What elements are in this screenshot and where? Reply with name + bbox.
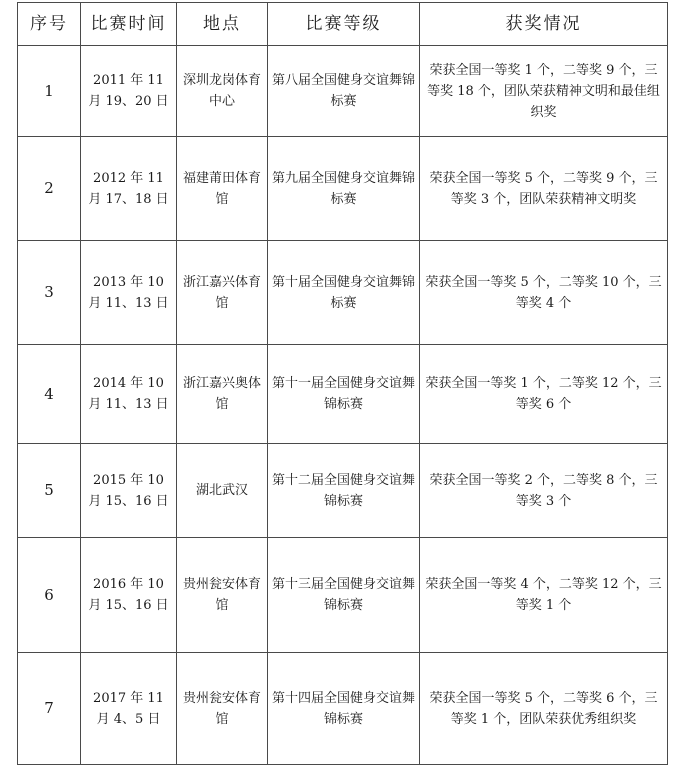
cell-seq: 3 (18, 241, 81, 345)
cell-place: 贵州瓮安体育馆 (177, 538, 268, 653)
table-row (18, 46, 668, 137)
cell-seq: 6 (18, 538, 81, 653)
cell-level: 第十四届全国健身交谊舞锦标赛 (268, 653, 420, 765)
cell-level: 第十二届全国健身交谊舞锦标赛 (268, 444, 420, 538)
table-row (18, 241, 668, 345)
cell-place: 浙江嘉兴体育馆 (177, 241, 268, 345)
cell-result: 荣获全国一等奖 1 个，二等奖 9 个，三等奖 18 个，团队荣获精神文明和最佳组织奖 (420, 46, 668, 137)
cell-result: 荣获全国一等奖 5 个，二等奖 10 个，三等奖 4 个 (420, 241, 668, 345)
cell-time: 2015 年 10 月 15、16 日 (81, 444, 177, 538)
header-seq: 序号 (18, 3, 81, 46)
cell-time: 2013 年 10 月 11、13 日 (81, 241, 177, 345)
cell-level: 第十三届全国健身交谊舞锦标赛 (268, 538, 420, 653)
cell-result: 荣获全国一等奖 4 个，二等奖 12 个，三等奖 1 个 (420, 538, 668, 653)
table-row (18, 653, 668, 765)
header-time: 比赛时间 (81, 3, 177, 46)
cell-time: 2016 年 10 月 15、16 日 (81, 538, 177, 653)
cell-seq: 2 (18, 137, 81, 241)
cell-time: 2012 年 11 月 17、18 日 (81, 137, 177, 241)
table-row (18, 345, 668, 444)
cell-result: 荣获全国一等奖 5 个，二等奖 9 个，三等奖 3 个，团队荣获精神文明奖 (420, 137, 668, 241)
header-result: 获奖情况 (420, 3, 668, 46)
header-row (18, 3, 668, 46)
table-row (18, 538, 668, 653)
cell-level: 第九届全国健身交谊舞锦标赛 (268, 137, 420, 241)
cell-level: 第八届全国健身交谊舞锦标赛 (268, 46, 420, 137)
cell-place: 深圳龙岗体育中心 (177, 46, 268, 137)
cell-seq: 1 (18, 46, 81, 137)
cell-seq: 4 (18, 345, 81, 444)
cell-result: 荣获全国一等奖 5 个，二等奖 6 个，三等奖 1 个，团队荣获优秀组织奖 (420, 653, 668, 765)
cell-level: 第十届全国健身交谊舞锦标赛 (268, 241, 420, 345)
cell-seq: 7 (18, 653, 81, 765)
header-level: 比赛等级 (268, 3, 420, 46)
cell-time: 2017 年 11 月 4、5 日 (81, 653, 177, 765)
cell-level: 第十一届全国健身交谊舞锦标赛 (268, 345, 420, 444)
table-row (18, 444, 668, 538)
cell-time: 2011 年 11 月 19、20 日 (81, 46, 177, 137)
cell-place: 浙江嘉兴奥体馆 (177, 345, 268, 444)
cell-result: 荣获全国一等奖 1 个，二等奖 12 个，三等奖 6 个 (420, 345, 668, 444)
table-row (18, 137, 668, 241)
awards-table (17, 2, 668, 765)
cell-place: 福建莆田体育馆 (177, 137, 268, 241)
cell-time: 2014 年 10 月 11、13 日 (81, 345, 177, 444)
cell-place: 湖北武汉 (177, 444, 268, 538)
cell-place: 贵州瓮安体育馆 (177, 653, 268, 765)
header-place: 地点 (177, 3, 268, 46)
cell-result: 荣获全国一等奖 2 个，二等奖 8 个，三等奖 3 个 (420, 444, 668, 538)
cell-seq: 5 (18, 444, 81, 538)
